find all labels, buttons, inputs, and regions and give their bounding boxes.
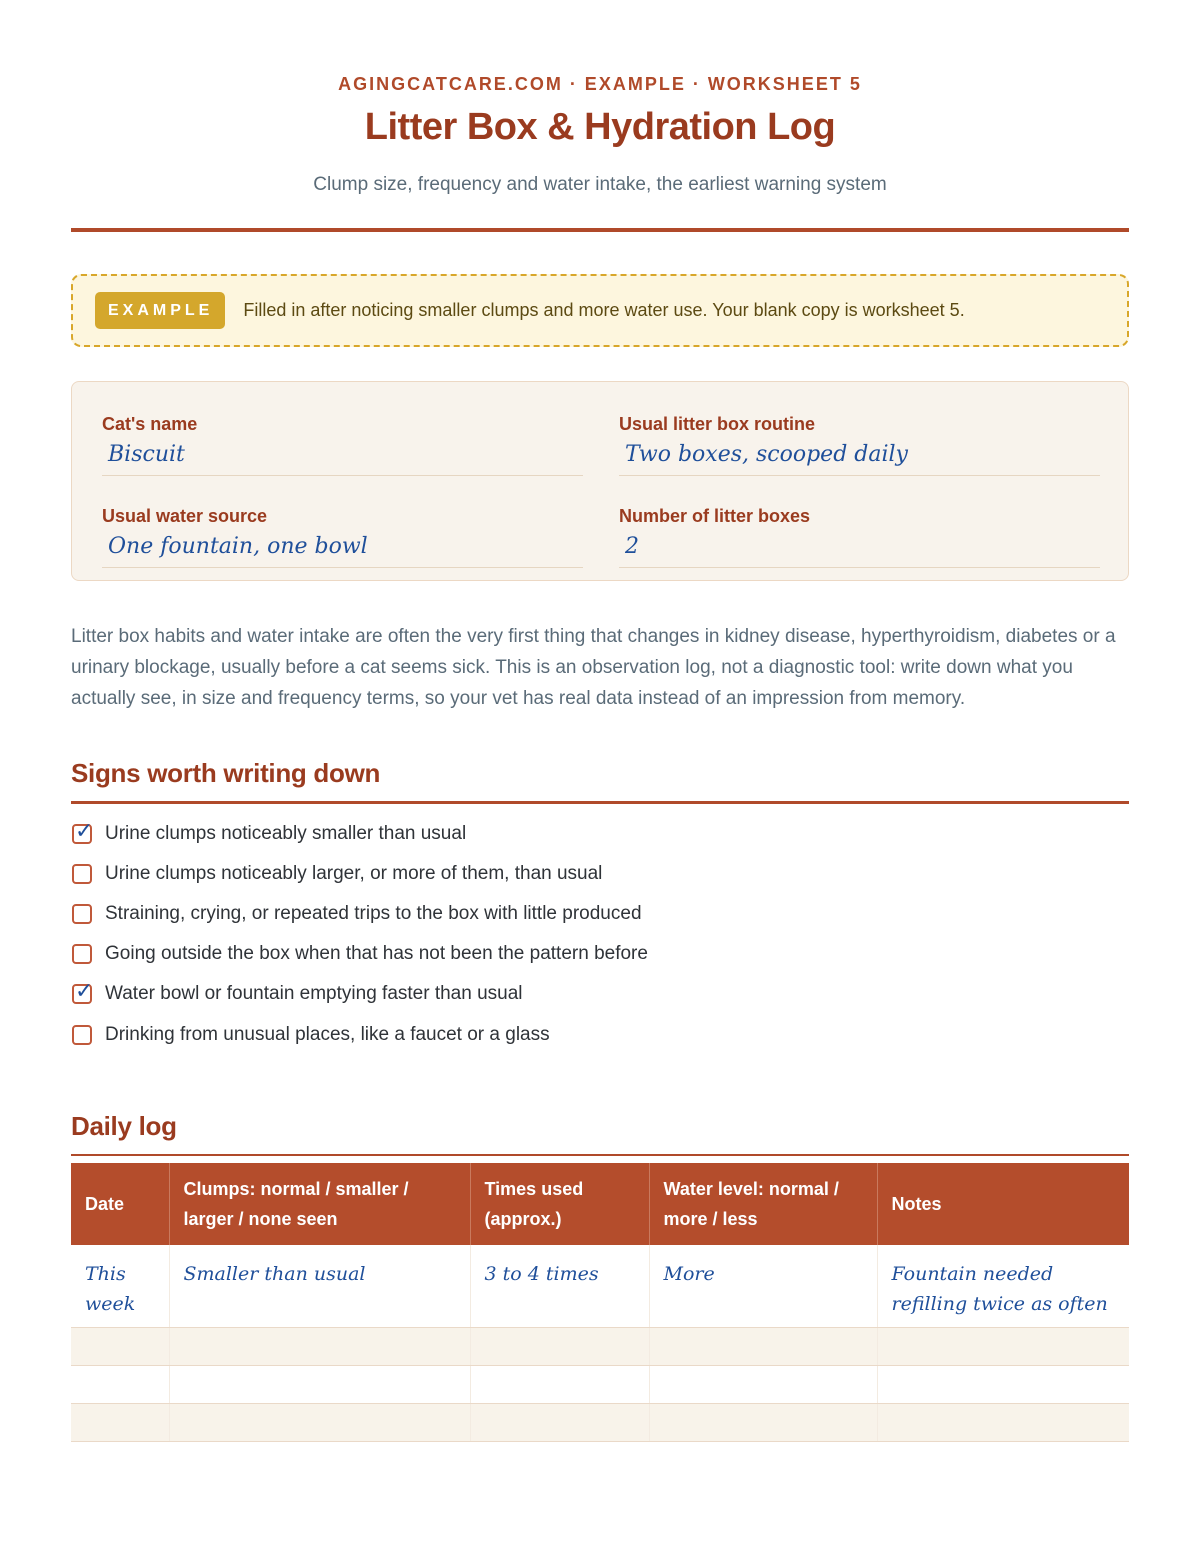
checkbox[interactable] xyxy=(72,864,92,884)
routine-value[interactable]: Two boxes, scooped daily xyxy=(619,437,1100,476)
column-header-notes: Notes xyxy=(877,1163,1129,1245)
checkbox[interactable] xyxy=(72,904,92,924)
sign-item[interactable] xyxy=(71,854,1129,894)
table-row-empty xyxy=(71,1403,1129,1441)
empty-cell[interactable] xyxy=(877,1365,1129,1403)
checkbox[interactable] xyxy=(72,818,94,844)
checkbox[interactable] xyxy=(72,1025,92,1045)
header-kicker: AGINGCATCARE.COM · EXAMPLE · WORKSHEET 5 xyxy=(338,74,862,94)
cat-name-value[interactable]: Biscuit xyxy=(102,437,583,476)
signs-checklist xyxy=(71,814,1129,1055)
empty-cell[interactable] xyxy=(169,1327,470,1365)
sign-item[interactable] xyxy=(71,1014,1129,1054)
water-source-label: Usual water source xyxy=(102,506,268,526)
sign-item[interactable] xyxy=(71,894,1129,934)
empty-cell[interactable] xyxy=(71,1327,169,1365)
table-header-row xyxy=(71,1163,1129,1245)
empty-cell[interactable] xyxy=(71,1403,169,1441)
intro-paragraph: Litter box habits and water intake are often the very first thing that changes in kidney disease, hyperthyroidism, diabetes or a urinary blockage, usually before a cat seems sick. This is an observation log, not a diagnostic tool: write down what you actually see, in size and frequency terms, so your vet has real data instead of an impression from memory. xyxy=(71,626,1116,709)
sign-label: Water bowl or fountain emptying faster than usual xyxy=(105,983,523,1005)
column-header-date: Date xyxy=(71,1163,169,1245)
empty-cell[interactable] xyxy=(649,1365,877,1403)
sign-item[interactable] xyxy=(71,934,1129,974)
empty-cell[interactable] xyxy=(71,1365,169,1403)
cat-name-field xyxy=(102,414,583,488)
example-banner xyxy=(71,274,1129,347)
cell-clumps[interactable]: Smaller than usual xyxy=(169,1245,470,1327)
sign-label: Urine clumps noticeably smaller than usual xyxy=(105,822,467,844)
empty-cell[interactable] xyxy=(169,1403,470,1441)
table-row-empty xyxy=(71,1327,1129,1365)
checkmark-icon: ✓ xyxy=(75,979,94,1005)
routine-label: Usual litter box routine xyxy=(619,414,816,434)
column-header-water-level: Water level: normal / more / less xyxy=(649,1163,877,1245)
water-source-value[interactable]: One fountain, one bowl xyxy=(102,529,583,568)
empty-cell[interactable] xyxy=(649,1327,877,1365)
table-row xyxy=(71,1245,1129,1327)
empty-cell[interactable] xyxy=(470,1327,649,1365)
signs-section-title: Signs worth writing down xyxy=(71,758,381,788)
example-banner-text: Filled in after noticing smaller clumps and more water use. Your blank copy is worksheet 5. xyxy=(243,300,965,320)
sign-label: Drinking from unusual places, like a faucet or a glass xyxy=(105,1023,550,1045)
page-subtitle: Clump size, frequency and water intake, the earliest warning system xyxy=(313,174,887,195)
checkbox[interactable] xyxy=(72,979,94,1005)
log-divider xyxy=(71,1154,1129,1157)
checkmark-icon: ✓ xyxy=(75,818,94,844)
daily-log-table xyxy=(71,1163,1129,1442)
box-count-value[interactable]: 2 xyxy=(619,529,1100,568)
column-header-times-used: Times used (approx.) xyxy=(470,1163,649,1245)
table-row-empty xyxy=(71,1365,1129,1403)
checkbox[interactable] xyxy=(72,944,92,964)
header-divider xyxy=(71,228,1129,232)
page-title: Litter Box & Hydration Log xyxy=(364,106,836,148)
log-section-title: Daily log xyxy=(71,1110,177,1141)
empty-cell[interactable] xyxy=(877,1327,1129,1365)
cell-date[interactable]: This week xyxy=(71,1245,169,1327)
sign-label: Straining, crying, or repeated trips to the box with little produced xyxy=(105,902,642,924)
signs-divider xyxy=(71,801,1129,804)
cat-info-card xyxy=(71,381,1129,581)
empty-cell[interactable] xyxy=(877,1403,1129,1441)
routine-field xyxy=(619,414,1100,488)
cat-name-label: Cat's name xyxy=(102,414,198,434)
example-badge: EXAMPLE xyxy=(95,292,225,329)
empty-cell[interactable] xyxy=(470,1403,649,1441)
column-header-clumps: Clumps: normal / smaller / larger / none seen xyxy=(169,1163,470,1245)
box-count-label: Number of litter boxes xyxy=(619,506,811,526)
cell-times-used[interactable]: 3 to 4 times xyxy=(470,1245,649,1327)
sign-item[interactable] xyxy=(71,974,1129,1014)
sign-label: Going outside the box when that has not been the pattern before xyxy=(105,943,648,965)
cell-water-level[interactable]: More xyxy=(649,1245,877,1327)
box-count-field xyxy=(619,506,1100,580)
cell-notes[interactable]: Fountain needed refilling twice as often xyxy=(877,1245,1129,1327)
water-source-field xyxy=(102,506,583,580)
empty-cell[interactable] xyxy=(649,1403,877,1441)
sign-label: Urine clumps noticeably larger, or more of them, than usual xyxy=(105,862,603,884)
sign-item[interactable] xyxy=(71,814,1129,854)
empty-cell[interactable] xyxy=(169,1365,470,1403)
empty-cell[interactable] xyxy=(470,1365,649,1403)
